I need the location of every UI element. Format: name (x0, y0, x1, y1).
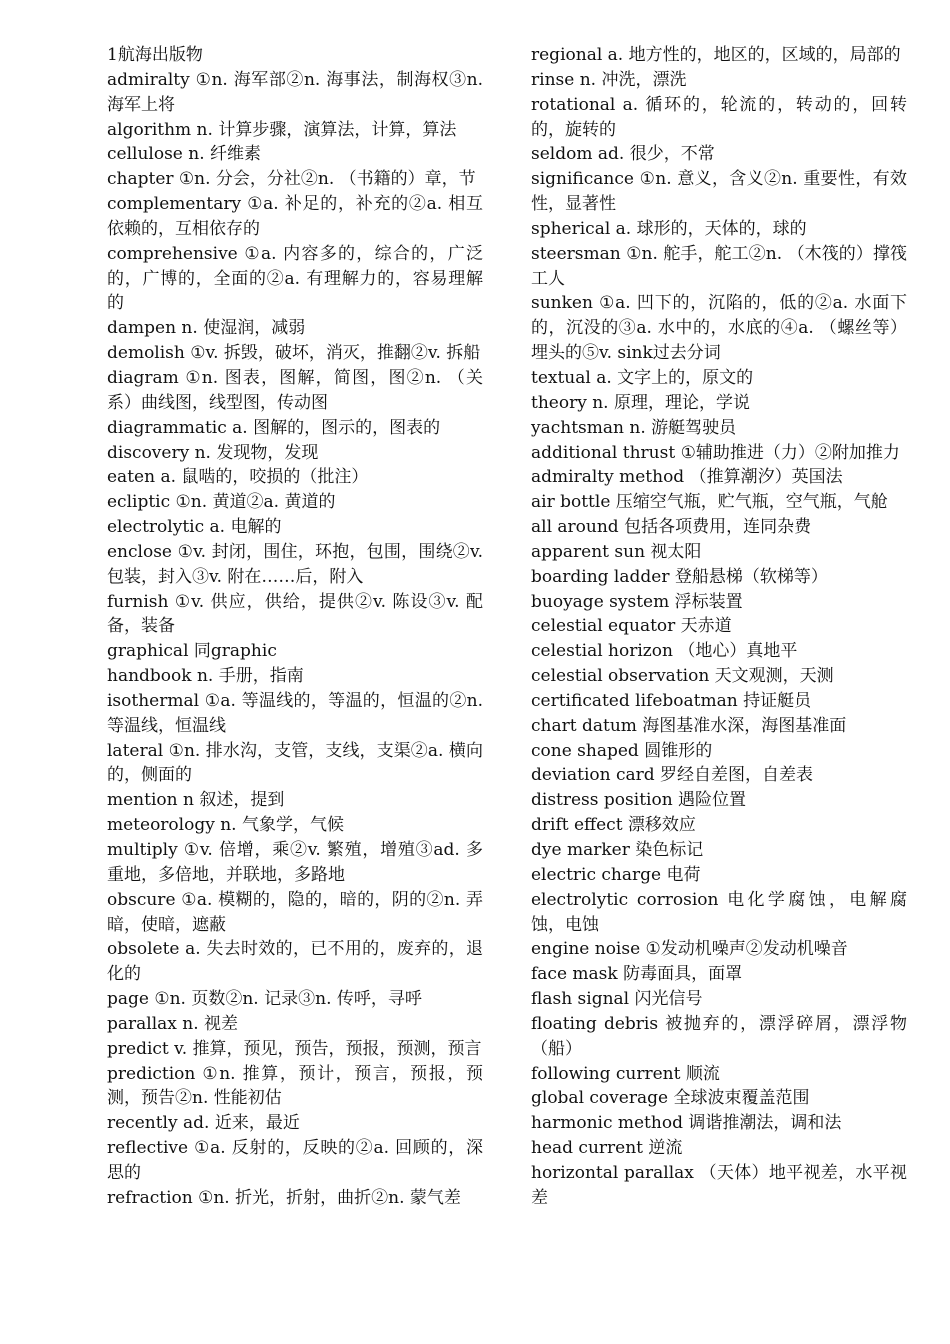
right-column (531, 43, 907, 1211)
glossary-entry: furnish ①v. 供应，供给，提供②v. 陈设③v. 配备，装备 (107, 591, 483, 637)
glossary-entry: dye marker 染色标记 (531, 840, 704, 860)
glossary-entry: cone shaped 圆锥形的 (531, 740, 713, 761)
glossary-entry: diagrammatic a. 图解的，图示的，图表的 (107, 417, 441, 438)
glossary-entry: harmonic method 调谐推潮法，调和法 (531, 1113, 842, 1134)
glossary-entry: algorithm n. 计算步骤，演算法，计算，算法 (107, 119, 457, 140)
glossary-entry: additional thrust ①辅助推进（力）②附加推力 (531, 442, 900, 463)
glossary-entry: ecliptic ①n. 黄道②a. 黄道的 (107, 492, 336, 513)
glossary-entry: eaten a. 鼠啮的，咬损的（批注） (107, 467, 369, 488)
glossary-entry: electrolytic corrosion 电化学腐蚀，电解腐蚀，电蚀 (531, 889, 907, 935)
glossary-entry: regional a. 地方性的，地区的，区域的，局部的 (531, 45, 901, 65)
glossary-entry: rotational a. 循环的，轮流的，转动的，回转的，旋转的 (531, 94, 907, 140)
glossary-entry: electric charge 电荷 (531, 864, 701, 885)
glossary-entry: admiralty ①n. 海军部②n. 海事法，制海权③n. 海军上将 (107, 69, 483, 115)
glossary-entry: distress position 遇险位置 (531, 790, 747, 811)
glossary-entry: graphical 同graphic (107, 641, 277, 662)
glossary-entry: apparent sun 视太阳 (531, 541, 702, 562)
section-heading: 1航海出版物 (107, 45, 203, 65)
glossary-entry: seldom ad. 很少，不常 (531, 144, 715, 165)
glossary-entry: floating debris 被抛弃的，漂浮碎屑，漂浮物（船） (531, 1013, 907, 1059)
glossary-entry: isothermal ①a. 等温线的，等温的，恒温的②n. 等温线，恒温线 (107, 690, 483, 736)
glossary-entry: obscure ①a. 模糊的，隐的，暗的，阴的②n. 弄暗，使暗，遮蔽 (107, 889, 483, 935)
glossary-entry: engine noise ①发动机噪声②发动机噪音 (531, 939, 848, 960)
glossary-entry: celestial equator 天赤道 (531, 616, 732, 637)
glossary-entry: mention n 叙述，提到 (107, 790, 285, 811)
glossary-entry: all around 包括各项费用，连同杂费 (531, 517, 812, 538)
glossary-entry: celestial horizon （地心）真地平 (531, 641, 798, 662)
glossary-entry: lateral ①n. 排水沟，支管，支线，支渠②a. 横向的，侧面的 (107, 740, 483, 786)
glossary-entry: sunken ①a. 凹下的，沉陷的，低的②a. 水面下的，沉没的③a. 水中的，水底的④a. （螺丝等）埋头的⑤v. sink过去分词 (531, 293, 907, 364)
glossary-entry: following current 顺流 (531, 1063, 720, 1084)
glossary-entry: demolish ①v. 拆毁，破坏，消灭，推翻②v. 拆船 (107, 343, 481, 364)
glossary-entry: admiralty method （推算潮汐）英国法 (531, 467, 843, 488)
glossary-entry: dampen n. 使湿润，减弱 (107, 318, 306, 339)
glossary-entry: rinse n. 冲洗，漂洗 (531, 69, 687, 90)
glossary-entry: discovery n. 发现物，发现 (107, 442, 319, 463)
glossary-entry: prediction ①n. 推算，预计，预言，预报，预测，预告②n. 性能初估 (107, 1063, 483, 1109)
glossary-entry: enclose ①v. 封闭，围住，环抱，包围，围绕②v. 包装，封入③v. 附在……后，附入 (107, 541, 483, 587)
glossary-entry: multiply ①v. 倍增，乘②v. 繁殖，增殖③ad. 多重地，多倍地，并联地，多路地 (107, 840, 483, 885)
glossary-entry: electrolytic a. 电解的 (107, 517, 282, 538)
glossary-entry: textual a. 文字上的，原文的 (531, 367, 754, 388)
glossary-entry: parallax n. 视差 (107, 1013, 239, 1034)
glossary-entry: cellulose n. 纤维素 (107, 144, 262, 165)
glossary-entry: chart datum 海图基准水深，海图基准面 (531, 715, 847, 736)
glossary-entry: horizontal parallax （天体）地平视差，水平视差 (531, 1162, 907, 1208)
glossary-entry: face mask 防毒面具，面罩 (531, 964, 743, 985)
glossary-entry: refraction ①n. 折光，折射，曲折②n. 蒙气差 (107, 1187, 461, 1208)
glossary-entry: flash signal 闪光信号 (531, 989, 703, 1010)
glossary-entry: drift effect 漂移效应 (531, 815, 696, 836)
glossary-entry: recently ad. 近来，最近 (107, 1113, 300, 1134)
glossary-entry: air bottle 压缩空气瓶，贮气瓶，空气瓶，气舱 (531, 492, 888, 513)
glossary-entry: buoyage system 浮标装置 (531, 591, 743, 612)
glossary-entry: theory n. 原理，理论，学说 (531, 392, 750, 413)
glossary-entry: obsolete a. 失去时效的，已不用的，废弃的，退化的 (107, 939, 483, 985)
glossary-entry: certificated lifeboatman 持证艇员 (531, 690, 812, 711)
glossary-entry: head current 逆流 (531, 1138, 683, 1159)
glossary-entry: yachtsman n. 游艇驾驶员 (531, 417, 737, 438)
glossary-entry: comprehensive ①a. 内容多的，综合的，广泛的，广博的，全面的②a. 有理解力的，容易理解的 (107, 243, 483, 314)
glossary-entry: predict v. 推算，预见，预告，预报，预测，预言 (107, 1038, 482, 1059)
glossary-entry: chapter ①n. 分会，分社②n. （书籍的）章，节 (107, 169, 476, 190)
glossary-entry: complementary ①a. 补足的，补充的②a. 相互依赖的，互相依存的 (107, 194, 483, 239)
glossary-entry: global coverage 全球波束覆盖范围 (531, 1088, 810, 1109)
glossary-entry: steersman ①n. 舵手，舵工②n. （木筏的）撑筏工人 (531, 243, 907, 289)
glossary-entry: celestial observation 天文观测，天测 (531, 666, 834, 687)
glossary-entry: page ①n. 页数②n. 记录③n. 传呼，寻呼 (107, 989, 422, 1010)
glossary-entry: boarding ladder 登船悬梯（软梯等） (531, 566, 828, 587)
glossary-entry: spherical a. 球形的，天体的，球的 (531, 218, 807, 239)
glossary-entry: deviation card 罗经自差图，自差表 (531, 765, 814, 786)
glossary-entry: meteorology n. 气象学，气候 (107, 815, 344, 836)
glossary-entry: diagram ①n. 图表，图解，简图，图②n. （关系）曲线图，线型图，传动图 (107, 367, 483, 413)
glossary-entry: reflective ①a. 反射的，反映的②a. 回顾的，深思的 (107, 1138, 483, 1183)
glossary-entry: handbook n. 手册，指南 (107, 666, 304, 687)
glossary-entry: significance ①n. 意义，含义②n. 重要性，有效性，显著性 (531, 169, 907, 215)
left-column (107, 43, 483, 1211)
